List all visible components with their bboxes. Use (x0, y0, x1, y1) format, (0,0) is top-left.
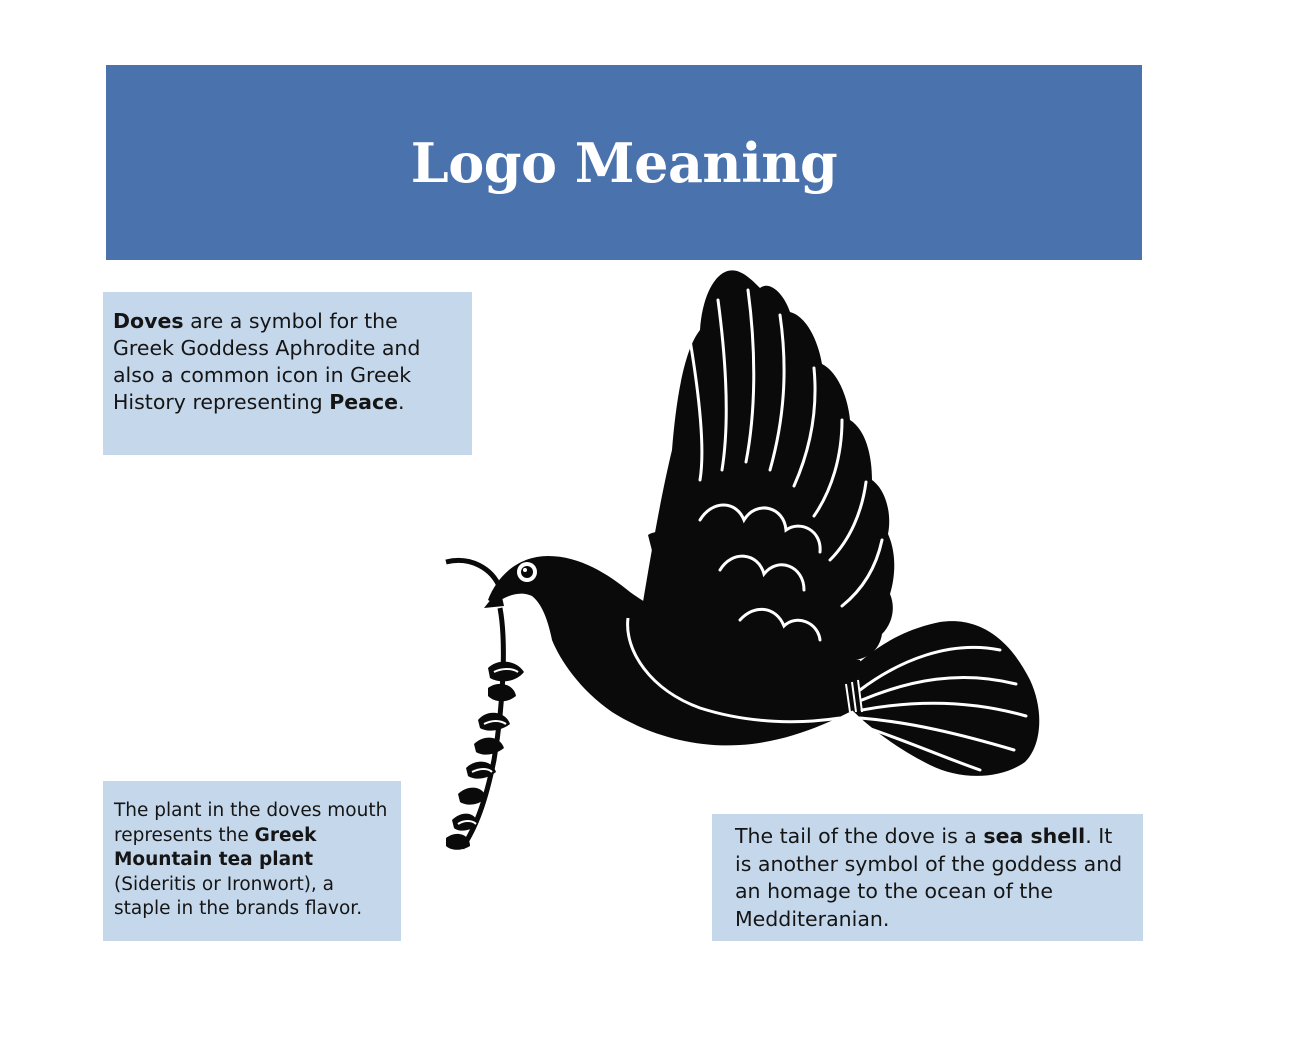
sprig-stem (446, 560, 500, 588)
sea-shell-keyword: sea shell (983, 824, 1086, 848)
tail-text-part2: . It is another symbol of the goddess and an homage to the ocean of the Medditeranian. (735, 824, 1123, 931)
peace-keyword: Peace (329, 390, 399, 414)
dove-pupil (521, 566, 533, 578)
tea-plant-keyword: Greek Mountain tea plant (114, 824, 317, 871)
dove-eye-highlight (523, 568, 527, 572)
doves-text-part2: . (398, 390, 405, 414)
sprig-flowers (446, 662, 524, 850)
doves-keyword: Doves (113, 309, 184, 333)
plant-text-part2: (Sideritis or Ironwort), a staple in the brands flavor. (114, 873, 363, 920)
page-title: Logo Meaning (410, 130, 838, 195)
tail-text-part1: The tail of the dove is a (735, 824, 984, 848)
plant-text-part1: The plant in the doves mouth represents the (114, 800, 388, 846)
doves-text-part1: are a symbol for the Greek Goddess Aphrodite and also a common icon in Greek History representing (113, 309, 421, 414)
